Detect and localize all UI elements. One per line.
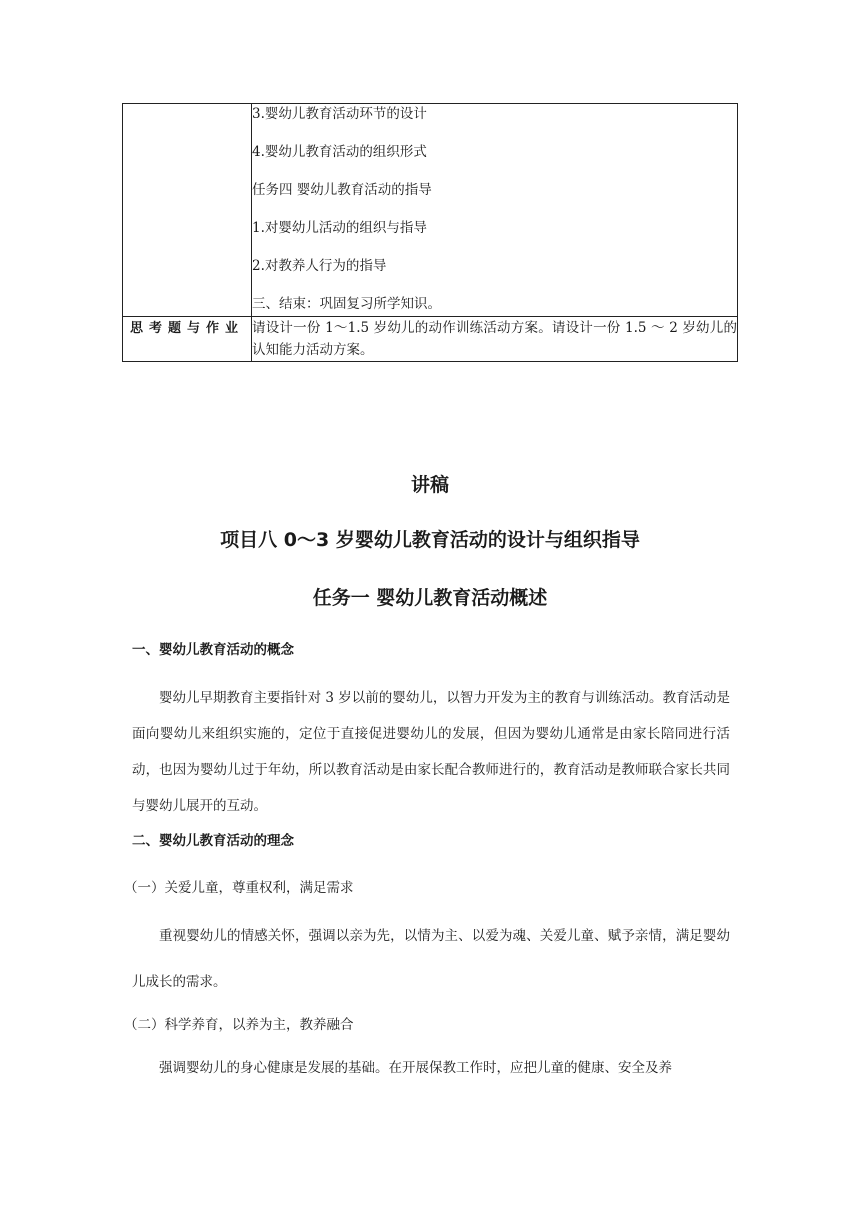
section-heading: 一、婴幼儿教育活动的概念: [132, 642, 294, 658]
subsection-heading: （二）科学养育，以养为主，教养融合: [124, 1017, 354, 1033]
project-title: 项目八 0～3 岁婴幼儿教育活动的设计与组织指导: [220, 529, 640, 551]
table-row: [123, 104, 738, 317]
plan-line: 任务四 婴幼儿教育活动的指导: [252, 182, 432, 198]
lesson-plan-table: [122, 103, 738, 362]
lecture-title: 讲稿: [410, 474, 449, 496]
plan-line: 3.婴幼儿教育活动环节的设计: [252, 106, 427, 122]
task-title: 任务一 婴幼儿教育活动概述: [312, 587, 548, 609]
empty-label-cell: [123, 104, 252, 317]
body-paragraph: 强调婴幼儿的身心健康是发展的基础。在开展保教工作时，应把儿童的健康、安全及养: [159, 1060, 672, 1076]
subsection-heading: （一）关爱儿童，尊重权利，满足需求: [124, 880, 354, 896]
plan-line: 三、结束：巩固复习所学知识。: [252, 296, 441, 312]
plan-line: 4.婴幼儿教育活动的组织形式: [252, 144, 427, 160]
plan-line: 2.对教养人行为的指导: [252, 258, 387, 274]
section-heading: 二、婴幼儿教育活动的理念: [132, 833, 294, 849]
plan-content-cell: [252, 104, 738, 317]
homework-label: 思考题与作业: [123, 317, 252, 362]
plan-line: 1.对婴幼儿活动的组织与指导: [252, 220, 427, 236]
body-paragraph: 重视婴幼儿的情感关怀，强调以亲为先，以情为主、以爱为魂、关爱儿童、赋予亲情，满足婴幼儿成长的需求。: [132, 928, 730, 990]
body-paragraph: 婴幼儿早期教育主要指针对 3 岁以前的婴幼儿，以智力开发为主的教育与训练活动。教育活动是面向婴幼儿来组织实施的，定位于直接促进婴幼儿的发展，但因为婴幼儿通常是由家长陪同进行活动，也因为婴幼儿过于年幼，所以教育活动是由家长配合教师进行的，教育活动是教师联合家长共同与婴幼儿展开的互动。: [132, 690, 730, 814]
homework-text: 请设计一份 1～1.5 岁幼儿的动作训练活动方案。请设计一份 1.5 ～ 2 岁幼儿的认知能力活动方案。: [252, 317, 738, 362]
table-row: [123, 317, 738, 362]
